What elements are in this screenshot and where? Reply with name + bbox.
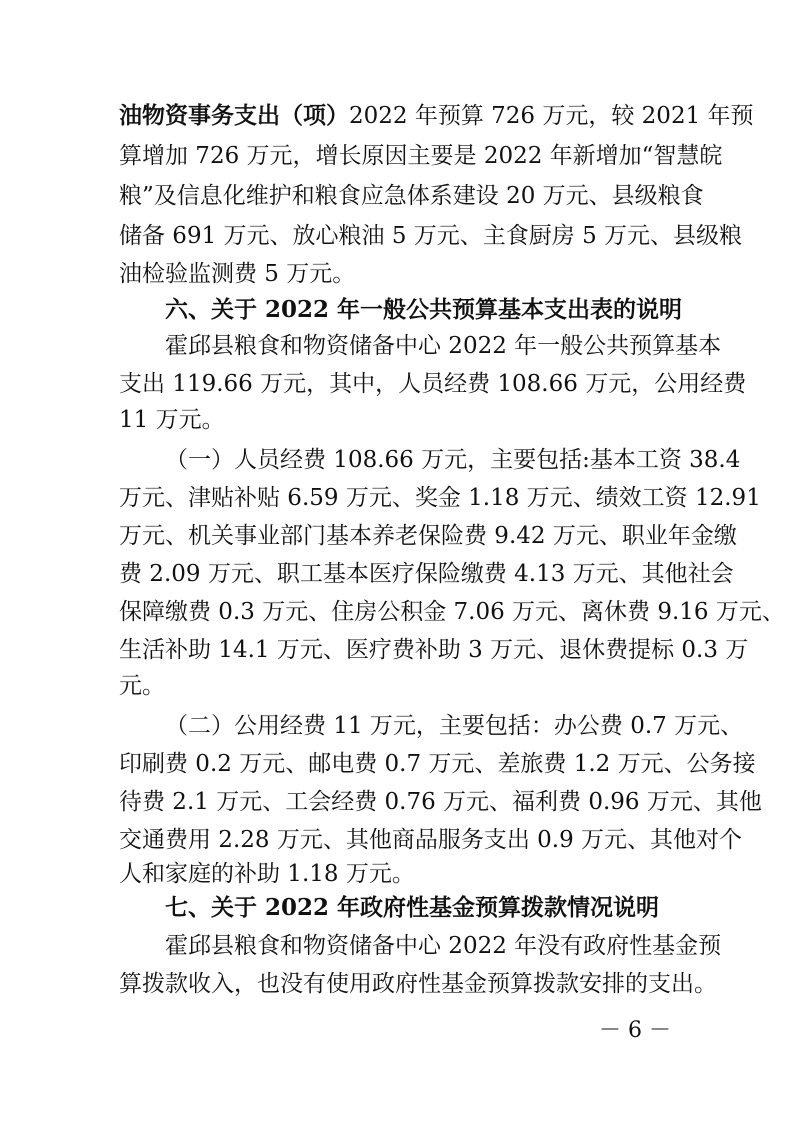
paragraph-1-line-4: 储备 691 万元、放心粮油 5 万元、主食厨房 5 万元、县级粮 bbox=[119, 223, 743, 249]
page-number: － 6 － bbox=[599, 1018, 671, 1043]
paragraph-5-line-2: 算拨款收入，也没有使用政府性基金预算拨款安排的支出。 bbox=[119, 971, 717, 997]
paragraph-4-line-1: （二）公用经费 11 万元，主要包括：办公费 0.7 万元、 bbox=[165, 713, 744, 739]
section-heading-7: 七、关于 2022 年政府性基金预算拨款情况说明 bbox=[165, 894, 660, 921]
paragraph-3-line-4: 费 2.09 万元、职工基本医疗保险缴费 4.13 万元、其他社会 bbox=[119, 561, 734, 587]
paragraph-4-line-4: 交通费用 2.28 万元、其他商品服务支出 0.9 万元、其他对个 bbox=[119, 827, 743, 853]
paragraph-3-line-1: （一）人员经费 108.66 万元，主要包括:基本工资 38.4 bbox=[165, 447, 741, 473]
paragraph-4-line-5: 人和家庭的补助 1.18 万元。 bbox=[119, 861, 415, 887]
paragraph-3-line-5: 保障缴费 0.3 万元、住房公积金 7.06 万元、离休费 9.16 万元、 bbox=[119, 599, 785, 625]
paragraph-3-line-2: 万元、津贴补贴 6.59 万元、奖金 1.18 万元、绩效工资 12.91 bbox=[119, 485, 761, 511]
paragraph-2-line-3: 11 万元。 bbox=[119, 407, 225, 433]
paragraph-4-line-2: 印刷费 0.2 万元、邮电费 0.7 万元、差旅费 1.2 万元、公务接 bbox=[119, 751, 756, 777]
paragraph-2-line-2: 支出 119.66 万元，其中，人员经费 108.66 万元，公用经费 bbox=[119, 371, 747, 397]
paragraph-1-line-1-text: 2022 年预算 726 万元，较 2021 年预 bbox=[349, 103, 754, 129]
paragraph-3-line-7: 元。 bbox=[119, 673, 165, 699]
section-heading-6: 六、关于 2022 年一般公共预算基本支出表的说明 bbox=[165, 296, 683, 323]
paragraph-1-line-5: 油检验监测费 5 万元。 bbox=[119, 261, 356, 287]
paragraph-2-line-1: 霍邱县粮食和物资储备中心 2022 年一般公共预算基本 bbox=[165, 333, 722, 359]
paragraph-1-line-2: 算增加 726 万元，增长原因主要是 2022 年新增加“智慧皖 bbox=[119, 143, 723, 169]
paragraph-1-line-1 bbox=[119, 98, 754, 134]
subsection-title: 油物资事务支出（项） bbox=[119, 102, 349, 129]
paragraph-4-line-3: 待费 2.1 万元、工会经费 0.76 万元、福利费 0.96 万元、其他 bbox=[119, 789, 762, 815]
paragraph-3-line-3: 万元、机关事业部门基本养老保险费 9.42 万元、职业年金缴 bbox=[119, 523, 737, 549]
paragraph-5-line-1: 霍邱县粮食和物资储备中心 2022 年没有政府性基金预 bbox=[165, 933, 722, 959]
paragraph-1-line-3: 粮”及信息化维护和粮食应急体系建设 20 万元、县级粮食 bbox=[119, 183, 704, 209]
paragraph-3-line-6: 生活补助 14.1 万元、医疗费补助 3 万元、退休费提标 0.3 万 bbox=[119, 637, 749, 663]
